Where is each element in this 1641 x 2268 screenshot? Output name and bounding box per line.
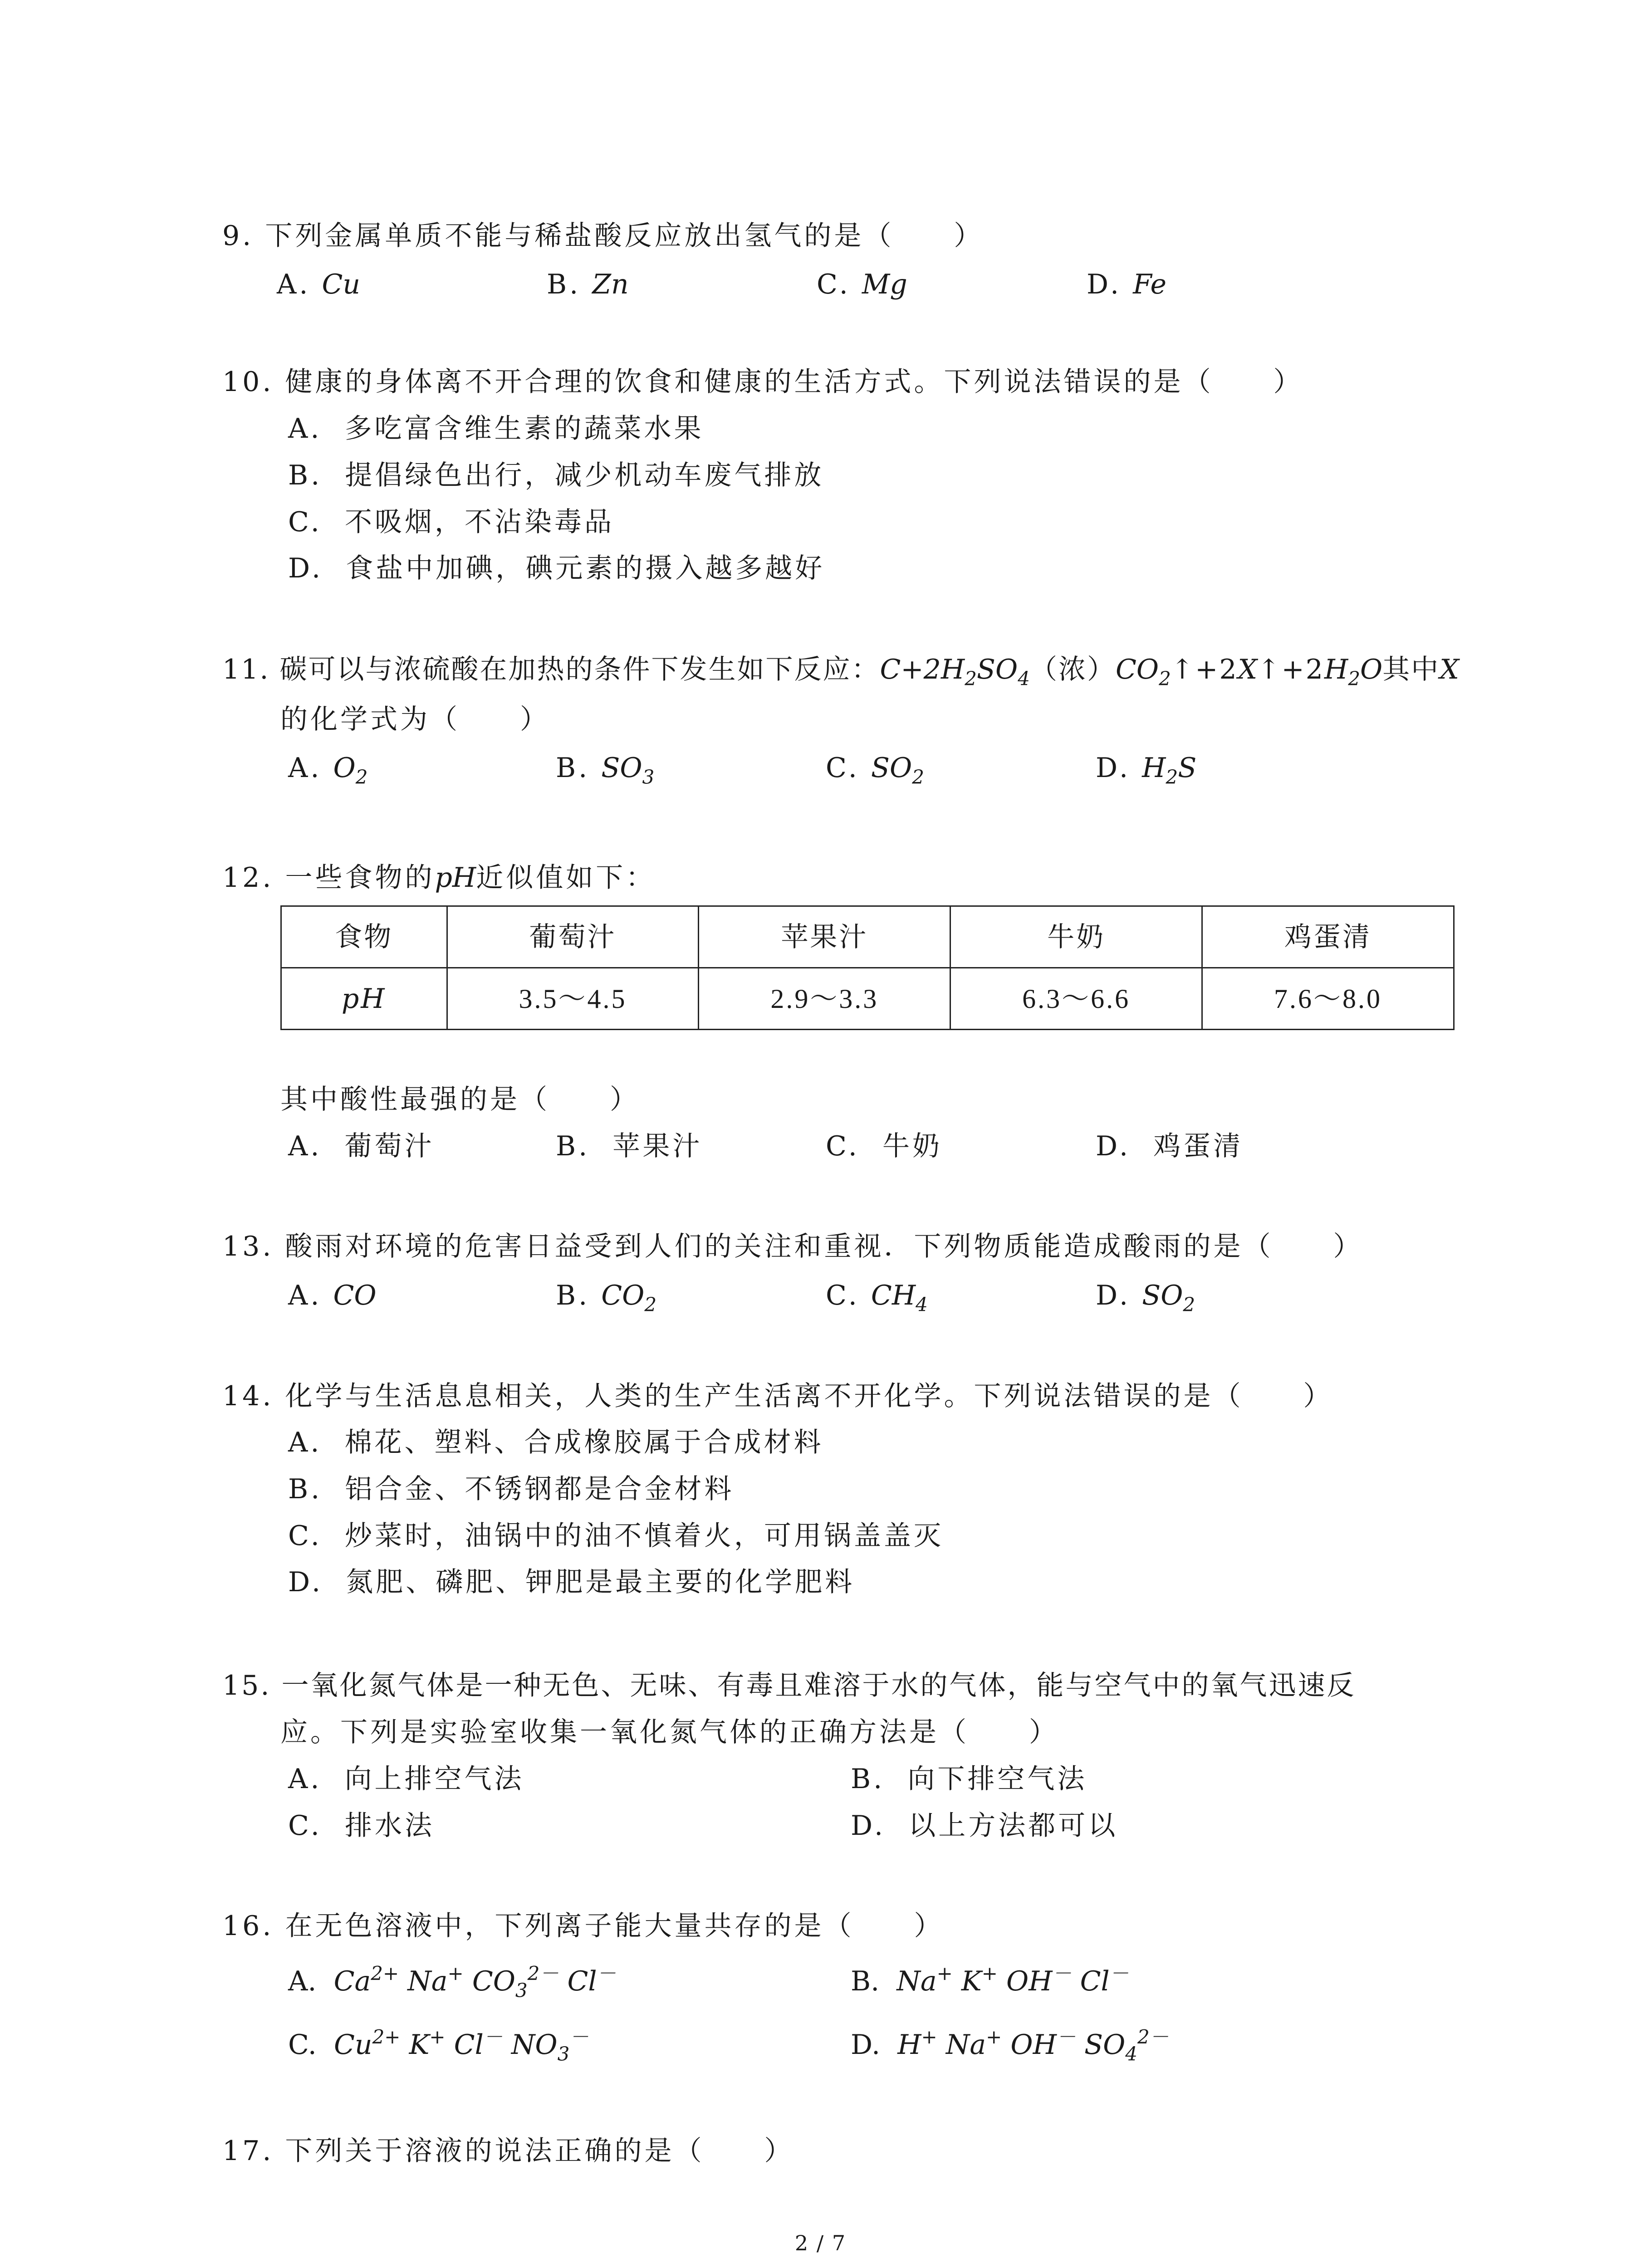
formula-tail: S: [1178, 752, 1197, 784]
ion-charge: －: [1052, 1962, 1072, 1984]
table-row: [281, 968, 1454, 1030]
table-cell-value: 3.5～4.5: [447, 968, 699, 1030]
option-text: 炒菜时，油锅中的油不慎着火，可用锅盖盖灭: [345, 1520, 944, 1552]
option-formula: CO: [601, 1280, 645, 1311]
q16-option-a: [288, 1962, 616, 2002]
option-text: 不吸烟，不沾染毒品: [345, 506, 614, 538]
option-letter: A.: [277, 269, 311, 300]
option-letter: C.: [826, 1130, 860, 1162]
page-number: 2 / 7: [794, 2231, 847, 2255]
option-letter: A.: [288, 413, 322, 445]
q12-option-b: [556, 1130, 703, 1162]
equation-part: （浓）: [1029, 654, 1116, 685]
table-cell-food: 鸡蛋清: [1202, 906, 1454, 968]
ion-charge: 2－: [1137, 2025, 1169, 2048]
table-cell-food: 苹果汁: [699, 906, 950, 968]
option-formula: CO: [333, 1280, 377, 1311]
ion-charge: +: [986, 2025, 1002, 2048]
q9-option-d: [1087, 271, 1166, 298]
option-letter: A.: [288, 1763, 322, 1795]
q10-stem: 10. 健康的身体离不开合理的饮食和健康的生活方式。下列说法错误的是（ ）: [222, 366, 1303, 398]
option-letter: D.: [1096, 752, 1131, 784]
option-letter: C.: [288, 1520, 322, 1552]
q16-option-d: [851, 2025, 1169, 2065]
ion-charge: 2+: [371, 1962, 399, 1984]
option-text: Mg: [862, 269, 907, 300]
option-text: 鸡蛋清: [1153, 1130, 1244, 1162]
q11-stem-suffix: 其中: [1382, 654, 1440, 685]
option-letter: D.: [288, 1566, 323, 1598]
q11-option-c: [826, 752, 924, 788]
option-letter: C.: [826, 1280, 860, 1311]
q12-stem: [222, 862, 656, 894]
q12-option-a: [288, 1130, 435, 1162]
q14-stem: 14. 化学与生活息息相关，人类的生产生活离不开化学。下列说法错误的是（ ）: [222, 1380, 1333, 1412]
option-formula: SO: [1142, 1280, 1183, 1311]
table-cell-value: 2.9～3.3: [699, 968, 950, 1030]
option-letter: C.: [288, 506, 322, 538]
option-letter: B.: [851, 1965, 880, 1997]
ion-subscript: 3: [515, 1979, 528, 2002]
table-cell-food: 牛奶: [950, 906, 1202, 968]
equation-part: H: [1324, 654, 1348, 685]
ph-symbol: pH: [435, 862, 476, 894]
formula-subscript: 2: [644, 1293, 657, 1316]
ion: Cl: [1080, 1965, 1110, 1997]
q12-option-c: [826, 1130, 942, 1162]
q16-option-c: [288, 2025, 589, 2065]
option-text: 多吃富含维生素的蔬菜水果: [344, 413, 704, 445]
option-letter: A.: [288, 1280, 322, 1311]
option-formula: CH: [871, 1280, 916, 1311]
q14-option-b: [288, 1473, 735, 1505]
q11-option-a: [288, 752, 368, 788]
ion: Cl: [567, 1965, 597, 1997]
ion-charge: －: [597, 1962, 616, 1984]
ion-charge: －: [1056, 2025, 1076, 2048]
option-formula: O: [333, 752, 356, 784]
option-text: 排水法: [345, 1810, 435, 1842]
q10-option-c: [288, 508, 614, 536]
ion: CO: [472, 1965, 515, 1997]
ion: Na: [896, 1965, 937, 1997]
option-letter: D.: [851, 2029, 881, 2061]
ion-charge: +: [921, 2025, 937, 2048]
q14-option-a: [288, 1429, 824, 1456]
equation-part: ↑+2: [1171, 654, 1238, 685]
option-text: 棉花、塑料、合成橡胶属于合成材料: [344, 1427, 824, 1458]
q11-option-d: [1096, 752, 1197, 788]
option-text: 以上方法都可以: [908, 1810, 1118, 1842]
q12-option-d: [1096, 1130, 1244, 1162]
option-letter: B.: [556, 1130, 590, 1162]
ion: K: [409, 2029, 430, 2061]
ion-charge: －: [483, 2025, 503, 2048]
equation-subscript: 2: [1159, 667, 1171, 690]
q17-stem: 17. 下列关于溶液的说法正确的是（ ）: [222, 2135, 794, 2167]
formula-subscript: 2: [355, 766, 368, 788]
option-letter: B.: [556, 752, 590, 784]
q14-option-c: [288, 1520, 944, 1552]
q9-option-b: [547, 271, 629, 298]
equation-part: X: [1238, 654, 1258, 685]
ion: Cu: [334, 2029, 372, 2061]
formula-subscript: 2: [1166, 766, 1178, 788]
q11-option-b: [556, 752, 655, 788]
ion-charge: －: [569, 2025, 589, 2048]
ion-charge: 2－: [527, 1962, 559, 1984]
equation-part: SO: [976, 654, 1018, 685]
q13-option-c: [826, 1280, 928, 1316]
ion-charge: －: [1109, 1962, 1129, 1984]
option-text: 食盐中加碘，碘元素的摄入越多越好: [346, 552, 825, 584]
formula-subscript: 4: [916, 1293, 928, 1316]
q15-option-d: [851, 1810, 1118, 1842]
ion-charge: +: [429, 2025, 446, 2048]
formula-subscript: 2: [1183, 1293, 1195, 1316]
q16-stem: 16. 在无色溶液中，下列离子能大量共存的是（ ）: [222, 1910, 944, 1942]
equation-part: H: [941, 654, 965, 685]
q15-stem-line2: 应。下列是实验室收集一氧化氮气体的正确方法是（ ）: [280, 1716, 1059, 1748]
equation-subscript: 2: [965, 667, 977, 690]
option-letter: D.: [1096, 1280, 1131, 1311]
q9-option-c: [817, 271, 907, 298]
q12-stem-suffix: 近似值如下：: [476, 862, 656, 894]
option-formula: SO: [871, 752, 912, 784]
option-letter: A.: [288, 1427, 322, 1458]
option-letter: D.: [851, 1810, 886, 1842]
option-letter: D.: [288, 552, 323, 584]
equation-subscript: 4: [1018, 667, 1030, 690]
equation-subscript: 2: [1348, 667, 1361, 690]
table-row: [281, 906, 1454, 968]
q13-stem: 13. 酸雨对环境的危害日益受到人们的关注和重视．下列物质能造成酸雨的是（ ）: [222, 1231, 1363, 1262]
table-cell-value: 7.6～8.0: [1202, 968, 1454, 1030]
ion: OH: [1006, 1965, 1053, 1997]
equation-part: CO: [1115, 654, 1159, 685]
q11-stem-prefix: 11. 碳可以与浓硫酸在加热的条件下发生如下反应：: [222, 654, 880, 685]
formula-subscript: 2: [912, 766, 924, 788]
ion-subscript: 3: [557, 2043, 570, 2065]
table-header-label: 食物: [281, 906, 447, 968]
option-text: 牛奶: [882, 1130, 942, 1162]
option-text: 氮肥、磷肥、钾肥是最主要的化学肥料: [346, 1566, 855, 1598]
option-letter: B.: [547, 269, 581, 300]
ion: Ca: [333, 1965, 371, 1997]
q13-option-d: [1096, 1280, 1195, 1316]
ion-subscript: 4: [1125, 2043, 1138, 2065]
option-text: Cu: [322, 269, 361, 300]
option-letter: C.: [288, 2029, 317, 2061]
option-letter: B.: [556, 1280, 590, 1311]
q9-option-a: [277, 271, 360, 298]
option-text: 向上排空气法: [344, 1763, 524, 1795]
ion-charge: 2+: [372, 2025, 401, 2048]
option-text: Fe: [1133, 269, 1166, 300]
option-formula: H: [1142, 752, 1166, 784]
q10-option-a: [288, 413, 704, 445]
ion-charge: +: [936, 1962, 953, 1984]
option-text: 铝合金、不锈钢都是合金材料: [345, 1473, 735, 1505]
table-cell-value: 6.3～6.6: [950, 968, 1202, 1030]
q13-option-b: [556, 1280, 657, 1316]
q16-option-b: [851, 1962, 1129, 1997]
ph-table: [280, 905, 1455, 1030]
formula-subscript: 3: [642, 766, 655, 788]
ion: Na: [945, 2029, 986, 2061]
q10-option-d: [288, 552, 825, 584]
table-cell-food: 葡萄汁: [447, 906, 699, 968]
ion: Na: [407, 1965, 448, 1997]
option-letter: B.: [851, 1763, 885, 1795]
q11-stem-line1: [222, 654, 1459, 690]
ion-charge: +: [447, 1962, 464, 1984]
q13-option-a: [288, 1282, 377, 1309]
q12-stem-prefix: 12. 一些食物的: [222, 862, 435, 894]
option-letter: A.: [288, 1130, 322, 1162]
q10-option-b: [288, 459, 824, 491]
option-letter: A.: [288, 1965, 317, 1997]
q14-option-d: [288, 1566, 855, 1598]
option-text: 葡萄汁: [344, 1130, 435, 1162]
table-row-label: pH: [281, 968, 447, 1030]
option-letter: D.: [1087, 269, 1122, 300]
q12-question: 其中酸性最强的是（ ）: [280, 1084, 640, 1115]
option-letter: D.: [1096, 1130, 1131, 1162]
equation-part: O: [1360, 654, 1383, 685]
equation-part: C+2: [880, 654, 941, 685]
option-letter: C.: [817, 269, 851, 300]
ion: NO: [511, 2029, 558, 2061]
ion: H: [897, 2029, 921, 2061]
option-letter: B.: [288, 1473, 323, 1505]
q15-option-b: [851, 1765, 1087, 1793]
option-letter: A.: [288, 752, 322, 784]
option-text: 苹果汁: [612, 1130, 703, 1162]
ion-charge: +: [981, 1962, 998, 1984]
q15-option-a: [288, 1765, 524, 1793]
q11-stem-line2: 的化学式为（ ）: [280, 704, 550, 735]
ion: SO: [1084, 2029, 1126, 2061]
q9-stem: 9. 下列金属单质不能与稀盐酸反应放出氢气的是（ ）: [222, 220, 984, 252]
equation-part: X: [1440, 654, 1459, 685]
option-formula: SO: [601, 752, 642, 784]
ion: K: [961, 1965, 982, 1997]
option-text: 提倡绿色出行，减少机动车废气排放: [345, 459, 824, 491]
equation-part: ↑+2: [1257, 654, 1324, 685]
option-letter: C.: [288, 1810, 322, 1842]
q15-stem-line1: 15. 一氧化氮气体是一种无色、无味、有毒且难溶于水的气体，能与空气中的氧气迅速反: [222, 1670, 1356, 1701]
ion: OH: [1010, 2029, 1057, 2061]
ion: Cl: [454, 2029, 484, 2061]
option-letter: B.: [288, 459, 323, 491]
option-letter: C.: [826, 752, 860, 784]
option-text: 向下排空气法: [907, 1763, 1087, 1795]
q15-option-c: [288, 1810, 435, 1842]
option-text: Zn: [592, 269, 629, 300]
